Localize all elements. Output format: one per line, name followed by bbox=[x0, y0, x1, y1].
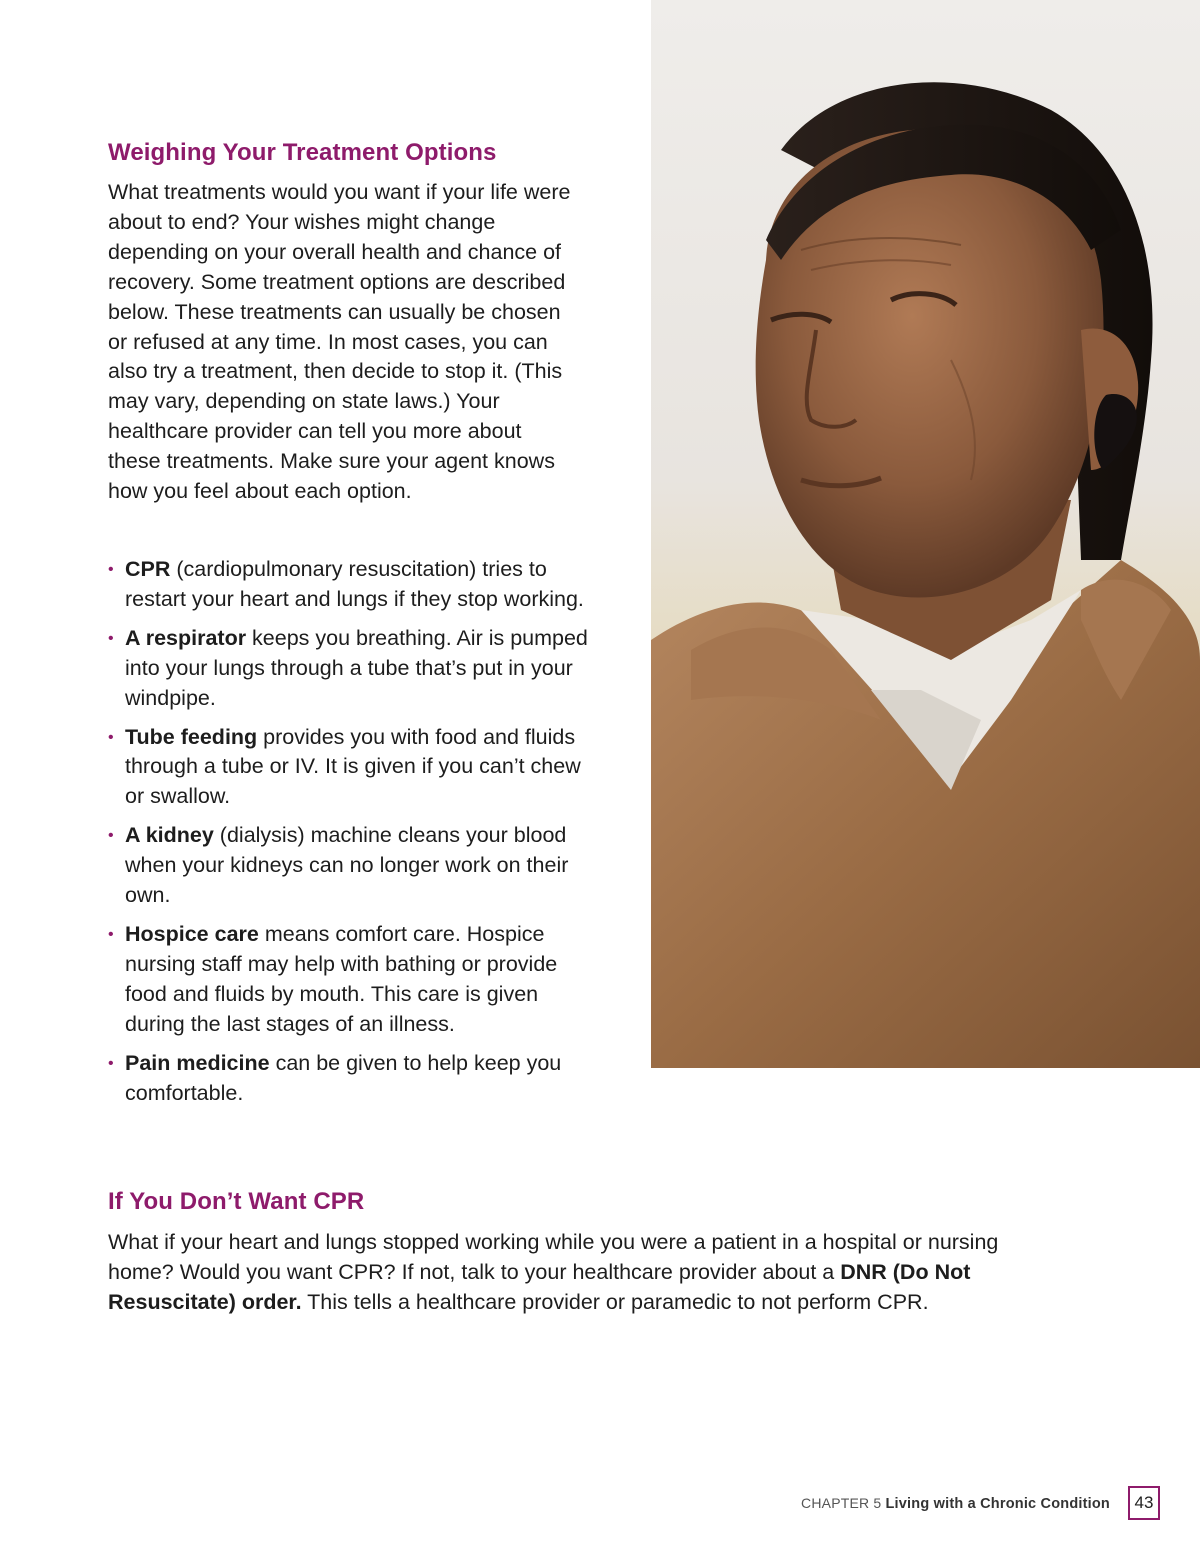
list-item-tube-feeding bbox=[108, 723, 588, 813]
page-number: 43 bbox=[1128, 1486, 1160, 1520]
intro-paragraph: What treatments would you want if your life were about to end? Your wishes might change depending on your overall health and chance of recovery. Some treatment options are described below. These treatments can usually be chosen or refused at any time. In most cases, you can also try a treatment, then decide to stop it. (This may vary, depending on state laws.) Your healthcare provider can tell you more about these treatments. Make sure your agent knows how you feel about each option. bbox=[108, 180, 571, 504]
chapter-label: CHAPTER 5 bbox=[801, 1495, 882, 1511]
option-term: CPR bbox=[125, 557, 171, 581]
option-description: means comfort care. Hospice nursing staff may help with bathing or provide food and fluids by mouth. This care is given during the last stages of an illness. bbox=[125, 921, 558, 1036]
bullet-icon: • bbox=[108, 925, 114, 943]
option-description: (dialysis) machine cleans your blood when your kidneys can no longer work on their own. bbox=[125, 823, 569, 908]
bullet-icon: • bbox=[108, 561, 114, 578]
dnr-paragraph bbox=[108, 1228, 1008, 1318]
treatment-options-list bbox=[108, 555, 588, 1117]
dnr-term: DNR (Do Not Resuscitate) order. bbox=[108, 1259, 971, 1314]
option-description: keeps you breathing. Air is pumped into your lungs through a tube that’s put in your windpipe. bbox=[125, 625, 588, 710]
option-description: can be given to help keep you comfortable. bbox=[125, 1050, 562, 1105]
bullet-icon: • bbox=[108, 1054, 114, 1072]
option-term: Hospice care bbox=[125, 921, 259, 946]
chapter-title: Living with a Chronic Condition bbox=[885, 1496, 1110, 1512]
section-heading-treatment-options: Weighing Your Treatment Options bbox=[108, 139, 497, 166]
bullet-icon: • bbox=[108, 629, 114, 647]
list-item-hospice-care bbox=[108, 920, 588, 1040]
list-item-pain-medicine bbox=[108, 1049, 588, 1109]
option-description: provides you with food and fluids through a tube or IV. It is given if you can’t chew or swallow. bbox=[125, 724, 581, 809]
list-item-cpr bbox=[108, 555, 588, 615]
option-term: Pain medicine bbox=[125, 1050, 270, 1075]
list-item-respirator bbox=[108, 624, 588, 714]
bullet-icon: • bbox=[108, 827, 114, 845]
portrait-photo bbox=[651, 0, 1200, 1068]
dnr-text-before: What if your heart and lungs stopped working while you were a patient in a hospital or nursing home? Would you want CPR? If not, talk to your healthcare provider about a bbox=[108, 1230, 999, 1284]
elderly-man-portrait-illustration bbox=[651, 0, 1200, 1068]
option-term: Tube feeding bbox=[125, 724, 258, 749]
option-term: A kidney bbox=[125, 823, 214, 848]
bullet-icon: • bbox=[108, 728, 114, 746]
option-description: (cardiopulmonary resuscitation) tries to restart your heart and lungs if they stop working. bbox=[125, 557, 584, 611]
dnr-text-after: This tells a healthcare provider or paramedic to not perform CPR. bbox=[301, 1289, 929, 1314]
section-heading-dont-want-cpr: If You Don’t Want CPR bbox=[108, 1188, 365, 1215]
option-term: A respirator bbox=[125, 625, 247, 650]
chapter-footer bbox=[801, 1495, 1110, 1512]
list-item-kidney bbox=[108, 821, 588, 911]
